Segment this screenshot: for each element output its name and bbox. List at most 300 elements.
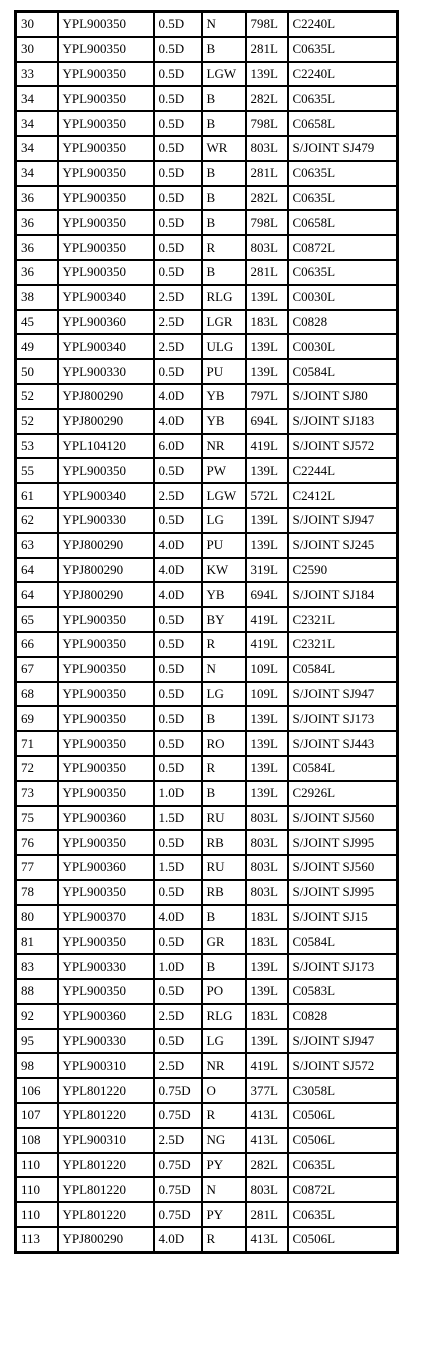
length-cell: 183L [246, 929, 288, 954]
part-number-cell: YPJ800290 [58, 533, 154, 558]
wire-size-cell: 0.5D [154, 260, 202, 285]
table-row [16, 111, 398, 136]
length-cell: 803L [246, 136, 288, 161]
part-number-cell: YPJ800290 [58, 582, 154, 607]
table-row [16, 384, 398, 409]
table-row [16, 855, 398, 880]
connector-cell: C2321L [288, 632, 398, 657]
connector-cell: S/JOINT SJ947 [288, 1029, 398, 1054]
table-row [16, 781, 398, 806]
table-row [16, 1053, 398, 1078]
wire-color-cell: B [202, 111, 246, 136]
connector-cell: S/JOINT SJ560 [288, 855, 398, 880]
length-cell: 183L [246, 905, 288, 930]
part-number-cell: YPL900350 [58, 706, 154, 731]
circuit-number-cell: 68 [16, 682, 58, 707]
wire-size-cell: 0.5D [154, 830, 202, 855]
circuit-number-cell: 108 [16, 1128, 58, 1153]
connector-cell: C0635L [288, 260, 398, 285]
connector-cell: S/JOINT SJ184 [288, 582, 398, 607]
wire-color-cell: KW [202, 558, 246, 583]
table-row [16, 210, 398, 235]
length-cell: 798L [246, 12, 288, 37]
circuit-number-cell: 65 [16, 607, 58, 632]
table-row [16, 756, 398, 781]
wire-size-cell: 0.5D [154, 607, 202, 632]
part-number-cell: YPL900350 [58, 731, 154, 756]
length-cell: 694L [246, 409, 288, 434]
part-number-cell: YPL900310 [58, 1053, 154, 1078]
table-row [16, 1078, 398, 1103]
table-row [16, 508, 398, 533]
wire-size-cell: 4.0D [154, 533, 202, 558]
wire-size-cell: 0.5D [154, 210, 202, 235]
part-number-cell: YPL900330 [58, 359, 154, 384]
length-cell: 281L [246, 161, 288, 186]
table-row [16, 235, 398, 260]
wire-size-cell: 0.5D [154, 979, 202, 1004]
table-row [16, 1004, 398, 1029]
wire-list-table [14, 10, 399, 1254]
wire-size-cell: 0.5D [154, 731, 202, 756]
wire-size-cell: 4.0D [154, 582, 202, 607]
part-number-cell: YPL900360 [58, 1004, 154, 1029]
wire-size-cell: 6.0D [154, 434, 202, 459]
connector-cell: C0584L [288, 359, 398, 384]
circuit-number-cell: 53 [16, 434, 58, 459]
connector-cell: C0030L [288, 334, 398, 359]
wire-color-cell: B [202, 905, 246, 930]
wire-color-cell: YB [202, 582, 246, 607]
part-number-cell: YPL900350 [58, 756, 154, 781]
circuit-number-cell: 78 [16, 880, 58, 905]
connector-cell: C0635L [288, 1202, 398, 1227]
wire-size-cell: 0.5D [154, 458, 202, 483]
connector-cell: C0658L [288, 111, 398, 136]
wire-color-cell: B [202, 86, 246, 111]
connector-cell: S/JOINT SJ173 [288, 954, 398, 979]
wire-color-cell: R [202, 235, 246, 260]
connector-cell: C2321L [288, 607, 398, 632]
table-row [16, 1029, 398, 1054]
circuit-number-cell: 30 [16, 12, 58, 37]
table-row [16, 706, 398, 731]
wire-color-cell: RO [202, 731, 246, 756]
table-row [16, 260, 398, 285]
table-row [16, 359, 398, 384]
connector-cell: S/JOINT SJ245 [288, 533, 398, 558]
wire-size-cell: 0.5D [154, 508, 202, 533]
length-cell: 139L [246, 458, 288, 483]
wire-size-cell: 0.5D [154, 1029, 202, 1054]
length-cell: 694L [246, 582, 288, 607]
circuit-number-cell: 33 [16, 62, 58, 87]
part-number-cell: YPJ800290 [58, 558, 154, 583]
table-row [16, 458, 398, 483]
circuit-number-cell: 76 [16, 830, 58, 855]
wire-color-cell: WR [202, 136, 246, 161]
table-row [16, 186, 398, 211]
wire-color-cell: B [202, 706, 246, 731]
length-cell: 419L [246, 607, 288, 632]
part-number-cell: YPL900350 [58, 86, 154, 111]
circuit-number-cell: 34 [16, 111, 58, 136]
table-row [16, 929, 398, 954]
circuit-number-cell: 36 [16, 210, 58, 235]
part-number-cell: YPL900350 [58, 235, 154, 260]
part-number-cell: YPL900350 [58, 632, 154, 657]
part-number-cell: YPL900340 [58, 483, 154, 508]
connector-cell: C2240L [288, 62, 398, 87]
connector-cell: C2590 [288, 558, 398, 583]
circuit-number-cell: 61 [16, 483, 58, 508]
circuit-number-cell: 83 [16, 954, 58, 979]
wire-color-cell: NR [202, 434, 246, 459]
circuit-number-cell: 92 [16, 1004, 58, 1029]
table-row [16, 1128, 398, 1153]
table-row [16, 1177, 398, 1202]
connector-cell: C0635L [288, 1153, 398, 1178]
circuit-number-cell: 110 [16, 1202, 58, 1227]
circuit-number-cell: 63 [16, 533, 58, 558]
connector-cell: S/JOINT SJ995 [288, 880, 398, 905]
table-row [16, 558, 398, 583]
wire-color-cell: RU [202, 855, 246, 880]
table-row [16, 136, 398, 161]
part-number-cell: YPL900370 [58, 905, 154, 930]
connector-cell: C0584L [288, 657, 398, 682]
wire-size-cell: 0.5D [154, 62, 202, 87]
length-cell: 797L [246, 384, 288, 409]
connector-cell: C0584L [288, 756, 398, 781]
connector-cell: C0506L [288, 1128, 398, 1153]
wire-size-cell: 0.5D [154, 682, 202, 707]
circuit-number-cell: 34 [16, 136, 58, 161]
circuit-number-cell: 34 [16, 86, 58, 111]
circuit-number-cell: 75 [16, 806, 58, 831]
part-number-cell: YPL900360 [58, 310, 154, 335]
table-row [16, 905, 398, 930]
connector-cell: S/JOINT SJ80 [288, 384, 398, 409]
length-cell: 139L [246, 731, 288, 756]
connector-cell: C0030L [288, 285, 398, 310]
connector-cell: C0828 [288, 310, 398, 335]
connector-cell: S/JOINT SJ572 [288, 1053, 398, 1078]
wire-color-cell: NG [202, 1128, 246, 1153]
part-number-cell: YPL900340 [58, 285, 154, 310]
table-row [16, 806, 398, 831]
circuit-number-cell: 55 [16, 458, 58, 483]
wire-size-cell: 4.0D [154, 1227, 202, 1252]
part-number-cell: YPJ800290 [58, 384, 154, 409]
part-number-cell: YPL801220 [58, 1202, 154, 1227]
wire-color-cell: PO [202, 979, 246, 1004]
length-cell: 282L [246, 186, 288, 211]
wire-color-cell: PU [202, 533, 246, 558]
length-cell: 281L [246, 37, 288, 62]
part-number-cell: YPL900350 [58, 111, 154, 136]
wire-color-cell: B [202, 781, 246, 806]
table-row [16, 657, 398, 682]
wire-size-cell: 0.5D [154, 880, 202, 905]
part-number-cell: YPL801220 [58, 1078, 154, 1103]
length-cell: 139L [246, 1029, 288, 1054]
circuit-number-cell: 77 [16, 855, 58, 880]
length-cell: 109L [246, 657, 288, 682]
connector-cell: C0635L [288, 37, 398, 62]
length-cell: 183L [246, 1004, 288, 1029]
circuit-number-cell: 30 [16, 37, 58, 62]
circuit-number-cell: 52 [16, 384, 58, 409]
table-row [16, 310, 398, 335]
circuit-number-cell: 67 [16, 657, 58, 682]
table-row [16, 12, 398, 37]
table-row [16, 62, 398, 87]
circuit-number-cell: 66 [16, 632, 58, 657]
part-number-cell: YPL900360 [58, 806, 154, 831]
wire-color-cell: RLG [202, 285, 246, 310]
wire-size-cell: 0.75D [154, 1177, 202, 1202]
table-row [16, 161, 398, 186]
wire-size-cell: 0.5D [154, 359, 202, 384]
length-cell: 419L [246, 434, 288, 459]
connector-cell: C2240L [288, 12, 398, 37]
circuit-number-cell: 71 [16, 731, 58, 756]
wire-size-cell: 0.5D [154, 632, 202, 657]
length-cell: 572L [246, 483, 288, 508]
connector-cell: C2244L [288, 458, 398, 483]
wire-color-cell: B [202, 161, 246, 186]
length-cell: 139L [246, 508, 288, 533]
connector-cell: C0658L [288, 210, 398, 235]
connector-cell: S/JOINT SJ572 [288, 434, 398, 459]
length-cell: 377L [246, 1078, 288, 1103]
length-cell: 803L [246, 1177, 288, 1202]
circuit-number-cell: 106 [16, 1078, 58, 1103]
connector-cell: S/JOINT SJ995 [288, 830, 398, 855]
wire-size-cell: 1.5D [154, 855, 202, 880]
length-cell: 419L [246, 632, 288, 657]
circuit-number-cell: 69 [16, 706, 58, 731]
length-cell: 803L [246, 830, 288, 855]
circuit-number-cell: 107 [16, 1103, 58, 1128]
part-number-cell: YPL900350 [58, 880, 154, 905]
connector-cell: S/JOINT SJ560 [288, 806, 398, 831]
table-row [16, 409, 398, 434]
connector-cell: C0635L [288, 161, 398, 186]
table-row [16, 880, 398, 905]
connector-cell: C2926L [288, 781, 398, 806]
length-cell: 139L [246, 954, 288, 979]
connector-cell: S/JOINT SJ947 [288, 508, 398, 533]
length-cell: 139L [246, 359, 288, 384]
table-row [16, 533, 398, 558]
length-cell: 109L [246, 682, 288, 707]
connector-cell: C0583L [288, 979, 398, 1004]
part-number-cell: YPL900350 [58, 260, 154, 285]
wire-color-cell: PU [202, 359, 246, 384]
length-cell: 139L [246, 706, 288, 731]
part-number-cell: YPL801220 [58, 1153, 154, 1178]
connector-cell: S/JOINT SJ479 [288, 136, 398, 161]
wire-color-cell: B [202, 37, 246, 62]
wire-color-cell: O [202, 1078, 246, 1103]
wire-size-cell: 0.5D [154, 929, 202, 954]
connector-cell: S/JOINT SJ947 [288, 682, 398, 707]
circuit-number-cell: 81 [16, 929, 58, 954]
part-number-cell: YPL900350 [58, 37, 154, 62]
length-cell: 803L [246, 855, 288, 880]
part-number-cell: YPL900310 [58, 1128, 154, 1153]
connector-cell: S/JOINT SJ173 [288, 706, 398, 731]
part-number-cell: YPL900350 [58, 979, 154, 1004]
connector-cell: C0828 [288, 1004, 398, 1029]
table-row [16, 37, 398, 62]
table-row [16, 682, 398, 707]
wire-color-cell: N [202, 12, 246, 37]
part-number-cell: YPL900350 [58, 136, 154, 161]
wire-color-cell: ULG [202, 334, 246, 359]
connector-cell: C0506L [288, 1227, 398, 1252]
wire-color-cell: N [202, 1177, 246, 1202]
wire-size-cell: 0.75D [154, 1202, 202, 1227]
part-number-cell: YPL900350 [58, 186, 154, 211]
circuit-number-cell: 36 [16, 260, 58, 285]
part-number-cell: YPL900350 [58, 929, 154, 954]
length-cell: 803L [246, 880, 288, 905]
length-cell: 413L [246, 1128, 288, 1153]
part-number-cell: YPL900330 [58, 954, 154, 979]
wire-color-cell: RLG [202, 1004, 246, 1029]
part-number-cell: YPL900350 [58, 830, 154, 855]
circuit-number-cell: 110 [16, 1153, 58, 1178]
table-row [16, 86, 398, 111]
table-row [16, 1227, 398, 1252]
circuit-number-cell: 64 [16, 582, 58, 607]
circuit-number-cell: 110 [16, 1177, 58, 1202]
part-number-cell: YPL104120 [58, 434, 154, 459]
length-cell: 139L [246, 781, 288, 806]
connector-cell: S/JOINT SJ443 [288, 731, 398, 756]
length-cell: 413L [246, 1103, 288, 1128]
wire-size-cell: 1.0D [154, 954, 202, 979]
wire-size-cell: 2.5D [154, 285, 202, 310]
wire-color-cell: NR [202, 1053, 246, 1078]
circuit-number-cell: 73 [16, 781, 58, 806]
length-cell: 139L [246, 756, 288, 781]
table-row [16, 607, 398, 632]
length-cell: 798L [246, 111, 288, 136]
wire-color-cell: LGW [202, 62, 246, 87]
wire-color-cell: B [202, 210, 246, 235]
table-row [16, 632, 398, 657]
circuit-number-cell: 113 [16, 1227, 58, 1252]
wire-size-cell: 4.0D [154, 558, 202, 583]
table-row [16, 1153, 398, 1178]
connector-cell: S/JOINT SJ183 [288, 409, 398, 434]
part-number-cell: YPL900350 [58, 161, 154, 186]
wire-color-cell: YB [202, 384, 246, 409]
wire-size-cell: 0.5D [154, 657, 202, 682]
circuit-number-cell: 34 [16, 161, 58, 186]
part-number-cell: YPL900330 [58, 1029, 154, 1054]
length-cell: 319L [246, 558, 288, 583]
part-number-cell: YPL900350 [58, 657, 154, 682]
wire-color-cell: LG [202, 1029, 246, 1054]
length-cell: 419L [246, 1053, 288, 1078]
part-number-cell: YPJ800290 [58, 1227, 154, 1252]
connector-cell: C0635L [288, 186, 398, 211]
table-row [16, 1103, 398, 1128]
wire-color-cell: RB [202, 880, 246, 905]
circuit-number-cell: 45 [16, 310, 58, 335]
part-number-cell: YPL900350 [58, 781, 154, 806]
wire-color-cell: RU [202, 806, 246, 831]
wire-size-cell: 2.5D [154, 310, 202, 335]
wire-color-cell: LGR [202, 310, 246, 335]
wire-color-cell: LG [202, 682, 246, 707]
wire-size-cell: 0.5D [154, 235, 202, 260]
part-number-cell: YPL900350 [58, 210, 154, 235]
wire-color-cell: B [202, 186, 246, 211]
wire-size-cell: 4.0D [154, 409, 202, 434]
connector-cell: C0584L [288, 929, 398, 954]
wire-list-body [16, 12, 398, 1253]
circuit-number-cell: 36 [16, 186, 58, 211]
wire-size-cell: 0.5D [154, 37, 202, 62]
circuit-number-cell: 64 [16, 558, 58, 583]
wire-size-cell: 0.5D [154, 706, 202, 731]
table-row [16, 483, 398, 508]
wire-size-cell: 0.5D [154, 86, 202, 111]
circuit-number-cell: 88 [16, 979, 58, 1004]
length-cell: 803L [246, 235, 288, 260]
wire-color-cell: B [202, 260, 246, 285]
part-number-cell: YPL900350 [58, 607, 154, 632]
wire-color-cell: GR [202, 929, 246, 954]
length-cell: 139L [246, 285, 288, 310]
connector-cell: C0872L [288, 1177, 398, 1202]
length-cell: 139L [246, 979, 288, 1004]
wire-color-cell: B [202, 954, 246, 979]
wire-color-cell: BY [202, 607, 246, 632]
length-cell: 282L [246, 86, 288, 111]
wire-size-cell: 0.5D [154, 186, 202, 211]
table-row [16, 334, 398, 359]
wire-size-cell: 2.5D [154, 1053, 202, 1078]
wire-size-cell: 2.5D [154, 1128, 202, 1153]
part-number-cell: YPL900340 [58, 334, 154, 359]
table-row [16, 954, 398, 979]
connector-cell: S/JOINT SJ15 [288, 905, 398, 930]
circuit-number-cell: 38 [16, 285, 58, 310]
connector-cell: C3058L [288, 1078, 398, 1103]
part-number-cell: YPL801220 [58, 1103, 154, 1128]
length-cell: 798L [246, 210, 288, 235]
wire-color-cell: R [202, 1103, 246, 1128]
length-cell: 281L [246, 260, 288, 285]
table-row [16, 1202, 398, 1227]
table-row [16, 285, 398, 310]
length-cell: 413L [246, 1227, 288, 1252]
wire-size-cell: 0.75D [154, 1153, 202, 1178]
table-row [16, 830, 398, 855]
wire-color-cell: PW [202, 458, 246, 483]
part-number-cell: YPL900350 [58, 12, 154, 37]
part-number-cell: YPJ800290 [58, 409, 154, 434]
wire-size-cell: 4.0D [154, 905, 202, 930]
wire-color-cell: N [202, 657, 246, 682]
